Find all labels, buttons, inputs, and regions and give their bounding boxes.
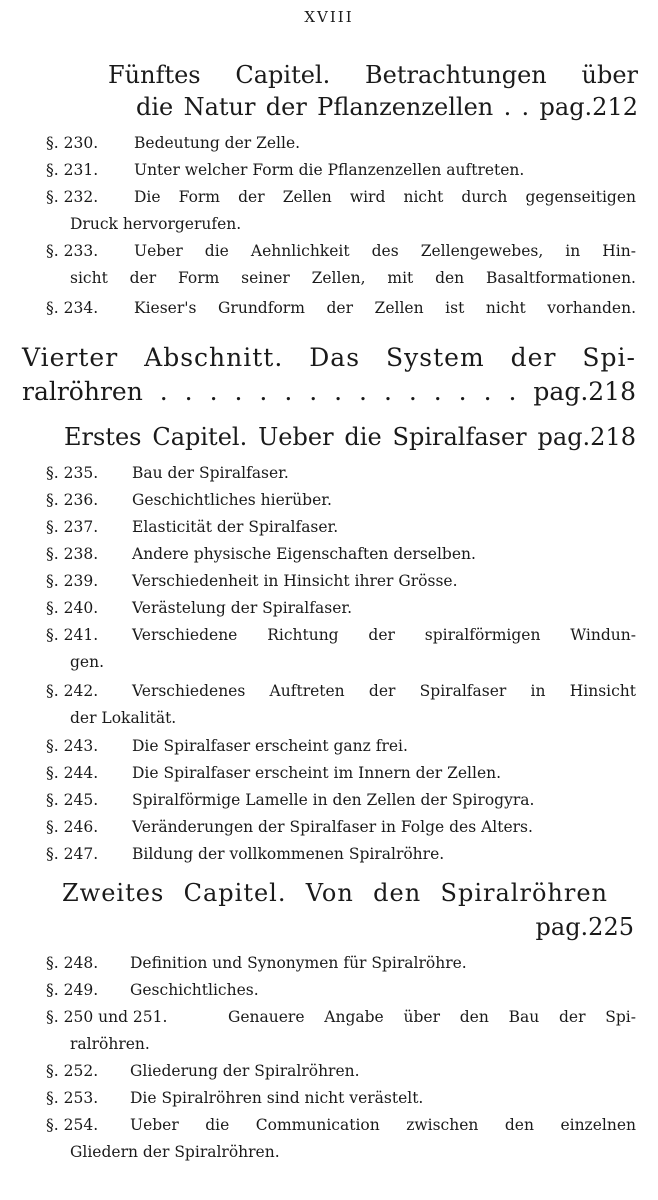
section-number: §. 245. — [46, 791, 99, 809]
section-number: §. 237. — [46, 518, 99, 536]
heading-line: die Natur der Pflanzenzellen . . pag.212 — [136, 93, 638, 121]
toc-entry — [46, 238, 636, 292]
toc-entry — [46, 184, 636, 238]
section-number: §. 239. — [46, 572, 99, 590]
chapter-heading — [108, 60, 638, 91]
entry-text: Verschiedenheit in Hinsicht ihrer Grösse. — [132, 572, 458, 590]
section-number: §. 231. — [46, 161, 99, 179]
heading-line: Vierter Abschnitt. Das System der Spi- — [22, 343, 636, 372]
toc-entry — [46, 157, 636, 184]
section-number: §. 249. — [46, 981, 99, 999]
heading-line: ralröhren . . . . . . . . . . . . . . . pag.218 — [22, 377, 636, 406]
section-number: §. 235. — [46, 464, 99, 482]
section-number: §. 252. — [46, 1062, 99, 1080]
toc-entry — [46, 1058, 636, 1085]
section-number: §. 238. — [46, 545, 99, 563]
entry-text: Gliederung der Spiralröhren. — [130, 1062, 360, 1080]
entry-text: Kieser's Grundform der Zellen ist nicht vorhanden. — [134, 299, 636, 317]
section-number: §. 232. — [46, 188, 99, 206]
entry-text: Verschiedenes Auftreten der Spiralfaser in Hinsicht — [132, 682, 636, 700]
entry-text: Veränderungen der Spiralfaser in Folge des Alters. — [132, 818, 533, 836]
entry-text: Bildung der vollkommenen Spiralröhre. — [132, 845, 445, 863]
part-heading — [22, 376, 636, 407]
section-number: §. 233. — [46, 242, 99, 260]
entry-text: Definition und Synonymen für Spiralröhre. — [130, 954, 467, 972]
entry-text: Verästelung der Spiralfaser. — [132, 599, 352, 617]
heading-line: pag.225 — [535, 913, 634, 941]
chapter-heading — [136, 92, 638, 123]
entry-text: gen. — [70, 653, 105, 671]
toc-entry — [46, 977, 636, 1004]
chapter-heading — [62, 878, 608, 909]
toc-entry — [46, 787, 636, 814]
toc-entry — [46, 760, 636, 787]
toc-entry — [46, 733, 636, 760]
toc-entry — [46, 678, 636, 732]
entry-text: Ueber die Communication zwischen den einzelnen — [130, 1116, 636, 1134]
section-number: §. 247. — [46, 845, 99, 863]
entry-text: Die Form der Zellen wird nicht durch gegenseitigen — [134, 188, 636, 206]
entry-text: Gliedern der Spiralröhren. — [70, 1143, 280, 1161]
section-number: §. 241. — [46, 626, 99, 644]
section-number: §. 236. — [46, 491, 99, 509]
toc-entry — [46, 814, 636, 841]
toc-entry — [46, 1112, 636, 1166]
toc-entry — [46, 487, 636, 514]
section-number: §. 248. — [46, 954, 99, 972]
toc-entry — [46, 950, 636, 977]
entry-text: Die Spiralfaser erscheint im Innern der Zellen. — [132, 764, 502, 782]
part-heading — [22, 342, 636, 373]
section-number: §. 242. — [46, 682, 99, 700]
section-number: §. 234. — [46, 299, 99, 317]
entry-text: Spiralförmige Lamelle in den Zellen der Spirogyra. — [132, 791, 535, 809]
entry-text: Andere physische Eigenschaften derselben. — [132, 545, 476, 563]
entry-text: Elasticität der Spiralfaser. — [132, 518, 339, 536]
entry-text: der Lokalität. — [70, 709, 177, 727]
chapter-heading — [530, 912, 634, 943]
chapter-heading — [64, 422, 636, 453]
section-number: §. 240. — [46, 599, 99, 617]
section-number: §. 243. — [46, 737, 99, 755]
entry-text: Geschichtliches. — [130, 981, 259, 999]
toc-entry — [46, 541, 636, 568]
entry-text: Die Spiralfaser erscheint ganz frei. — [132, 737, 408, 755]
toc-entry — [46, 460, 636, 487]
entry-text: ralröhren. — [70, 1035, 150, 1053]
section-number: §. 244. — [46, 764, 99, 782]
heading-line: Zweites Capitel. Von den Spiralröhren — [62, 879, 608, 907]
section-number: §. 250 und 251. — [46, 1008, 168, 1026]
section-number: §. 254. — [46, 1116, 99, 1134]
heading-line: Erstes Capitel. Ueber die Spiralfaser pag.218 — [64, 423, 636, 451]
section-number: §. 246. — [46, 818, 99, 836]
toc-entry — [46, 130, 636, 157]
heading-line: Fünftes Capitel. Betrachtungen über — [108, 61, 638, 89]
toc-entry — [46, 295, 636, 322]
toc-entry — [46, 595, 636, 622]
toc-entry — [46, 1004, 636, 1058]
entry-text: Unter welcher Form die Pflanzenzellen auftreten. — [134, 161, 525, 179]
section-number: §. 253. — [46, 1089, 99, 1107]
toc-entry — [46, 622, 636, 676]
entry-text: Bedeutung der Zelle. — [134, 134, 301, 152]
toc-entry — [46, 514, 636, 541]
entry-text: Ueber die Aehnlichkeit des Zellengewebes, in Hin- — [134, 242, 636, 260]
toc-entry — [46, 1085, 636, 1112]
entry-text: Genauere Angabe über den Bau der Spi- — [228, 1008, 636, 1026]
entry-text: Verschiedene Richtung der spiralförmigen Windun- — [132, 626, 636, 644]
page-number: XVIII — [304, 8, 354, 26]
entry-text: Die Spiralröhren sind nicht verästelt. — [130, 1089, 424, 1107]
toc-entry — [46, 568, 636, 595]
entry-text: sicht der Form seiner Zellen, mit den Basaltformationen. — [70, 269, 636, 287]
toc-entry — [46, 841, 636, 868]
entry-text: Geschichtliches hierüber. — [132, 491, 332, 509]
entry-text: Bau der Spiralfaser. — [132, 464, 289, 482]
entry-text: Druck hervorgerufen. — [70, 215, 242, 233]
section-number: §. 230. — [46, 134, 99, 152]
